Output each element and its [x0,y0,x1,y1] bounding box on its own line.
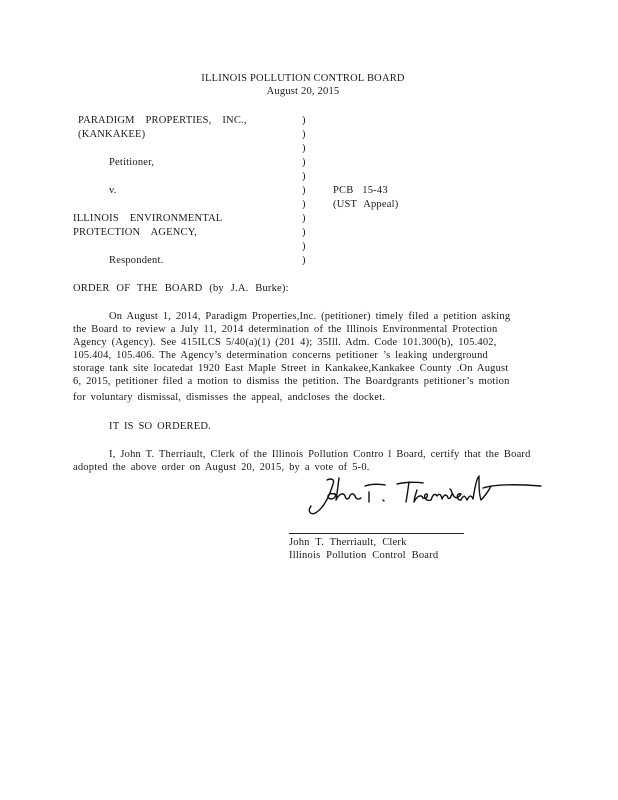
order-heading: ORDER OF THE BOARD (by J.A. Burke): [73,283,289,294]
so-ordered: IT IS SO ORDERED. [109,421,211,432]
paragraph-line: 6, 2015, petitioner filed a motion to dismiss the petition. The Boardgrants petitioner’s motion [73,376,510,387]
case-type: (UST Appeal) [333,199,399,210]
caption-bracket: ) [302,129,306,140]
paragraph-line: storage tank site locatedat 1920 East Maple Street in Kankakee,Kankakee County .On August [73,363,509,374]
board-title: ILLINOIS POLLUTION CONTROL BOARD [201,73,405,84]
paragraph-line: for voluntary dismissal, dismisses the appeal, andcloses the docket. [73,392,386,403]
certification-line1: I, John T. Therriault, Clerk of the Illinois Pollution Contro l Board, certify that the Board [109,449,531,460]
respondent-name-line2: PROTECTION AGENCY, [73,227,197,238]
petitioner-name-line2: (KANKAKEE) [78,129,146,140]
paragraph-line: the Board to review a July 11, 2014 determination of the Illinois Environmental Protection [73,324,498,335]
respondent-name-line1: ILLINOIS ENVIRONMENTAL [73,213,223,224]
signature-line [289,533,464,534]
caption-bracket: ) [302,157,306,168]
certification-line2: adopted the above order on August 20, 2015, by a vote of 5-0. [73,462,370,473]
order-date: August 20, 2015 [266,86,340,97]
versus-label: v. [109,185,117,196]
caption-bracket: ) [302,115,306,126]
clerk-organization: Illinois Pollution Control Board [289,550,439,561]
case-number: PCB 15-43 [333,185,388,196]
caption-bracket: ) [302,199,306,210]
clerk-name: John T. Therriault, Clerk [289,537,407,548]
paragraph-line: 105.404, 105.406. The Agency’s determination concerns petitioner ’s leaking underground [73,350,488,361]
caption-bracket: ) [302,171,306,182]
caption-bracket: ) [302,185,306,196]
caption-bracket: ) [302,241,306,252]
petitioner-name-line1: PARADIGM PROPERTIES, INC., [78,115,247,126]
paragraph-line: On August 1, 2014, Paradigm Properties,Inc. (petitioner) timely filed a petition asking [109,311,511,322]
paragraph-line: Agency (Agency). See 415ILCS 5/40(a)(1) (201 4); 35Ill. Adm. Code 101.300(b), 105.402, [73,337,497,348]
caption-bracket: ) [302,143,306,154]
caption-bracket: ) [302,255,306,266]
clerk-signature-image [305,472,545,522]
petitioner-role: Petitioner, [109,157,155,168]
respondent-role: Respondent. [109,255,164,266]
caption-bracket: ) [302,227,306,238]
caption-bracket: ) [302,213,306,224]
